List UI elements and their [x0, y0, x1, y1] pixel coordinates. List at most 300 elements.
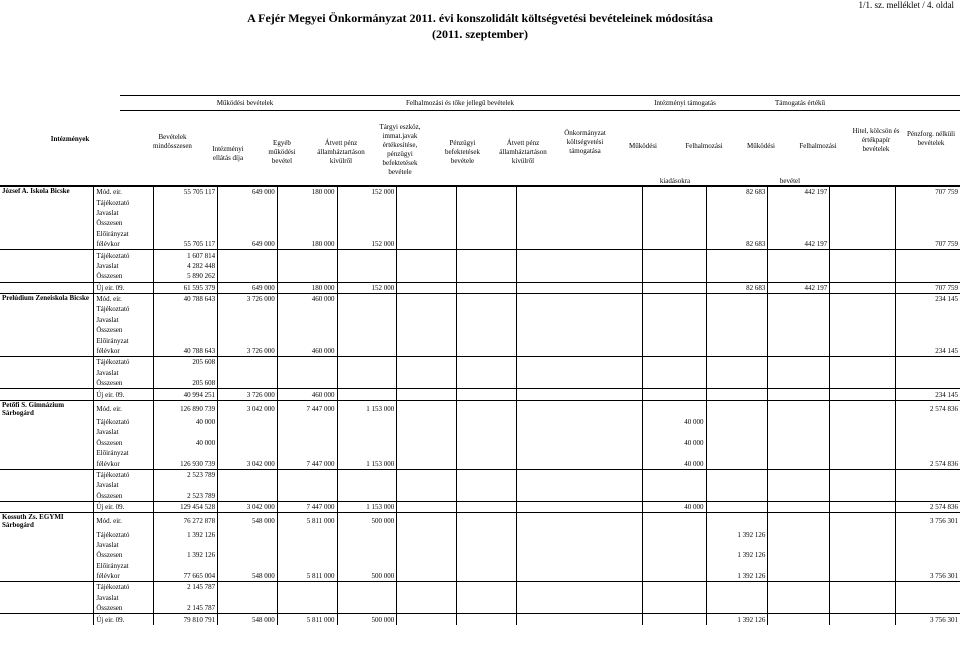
value-cell [830, 540, 896, 550]
value-cell [397, 250, 457, 261]
value-cell: 205 608 [154, 378, 218, 389]
group-mukodesi-bevetelek: Működési bevételek [216, 99, 274, 107]
value-cell: 707 759 [896, 282, 960, 293]
table-row [0, 282, 960, 293]
value-cell [896, 529, 960, 539]
institution-name [0, 561, 94, 571]
table-row [0, 261, 960, 271]
value-cell [642, 480, 706, 490]
value-cell [768, 304, 830, 314]
value-cell [218, 208, 278, 218]
value-cell [516, 480, 642, 490]
value-cell [456, 513, 516, 530]
value-cell [456, 582, 516, 593]
value-cell [768, 261, 830, 271]
value-cell [642, 218, 706, 228]
value-cell [706, 293, 768, 304]
value-cell [706, 304, 768, 314]
value-cell: 1 392 126 [706, 571, 768, 582]
sub-kiadasokra: kiadásokra [659, 177, 691, 185]
row-label: Javaslat [94, 261, 154, 271]
value-cell [706, 261, 768, 271]
value-cell [397, 501, 457, 512]
value-cell [456, 187, 516, 198]
value-cell [456, 197, 516, 207]
value-cell [768, 513, 830, 530]
value-cell [830, 582, 896, 593]
value-cell [830, 197, 896, 207]
value-cell [277, 250, 337, 261]
value-cell: 649 000 [218, 239, 278, 250]
value-cell: 2 574 836 [896, 400, 960, 417]
value-cell [218, 550, 278, 560]
value-cell [337, 438, 397, 448]
value-cell [516, 540, 642, 550]
value-cell [516, 561, 642, 571]
value-cell [706, 593, 768, 603]
row-label: Összesen [94, 378, 154, 389]
value-cell [642, 261, 706, 271]
row-label: Javaslat [94, 480, 154, 490]
value-cell [218, 325, 278, 335]
value-cell [277, 582, 337, 593]
value-cell [642, 293, 706, 304]
row-label: Javaslat [94, 208, 154, 218]
value-cell [337, 197, 397, 207]
value-cell [768, 603, 830, 614]
value-cell [516, 304, 642, 314]
value-cell [830, 378, 896, 389]
table-row [0, 368, 960, 378]
value-cell: 460 000 [277, 389, 337, 400]
value-cell [830, 239, 896, 250]
value-cell [337, 593, 397, 603]
value-cell [830, 427, 896, 437]
value-cell [337, 293, 397, 304]
table-row [0, 218, 960, 228]
value-cell [337, 261, 397, 271]
value-cell [277, 315, 337, 325]
value-cell [154, 325, 218, 335]
value-cell: 77 665 004 [154, 571, 218, 582]
institution-name [0, 427, 94, 437]
value-cell [706, 315, 768, 325]
value-cell [896, 540, 960, 550]
value-cell [830, 261, 896, 271]
value-cell [337, 229, 397, 239]
value-cell [456, 357, 516, 368]
col-hitel: Hitel, kölcsön és értékpapír bevételek [852, 127, 900, 153]
value-cell: 1 153 000 [337, 458, 397, 469]
table-row [0, 513, 960, 530]
value-cell [516, 208, 642, 218]
value-cell [706, 368, 768, 378]
value-cell [706, 540, 768, 550]
value-cell [277, 529, 337, 539]
value-cell [397, 417, 457, 427]
table-row [0, 501, 960, 512]
value-cell [706, 438, 768, 448]
value-cell [642, 550, 706, 560]
value-cell [337, 480, 397, 490]
page-reference: 1/1. sz. melléklet / 4. oldal [858, 0, 954, 10]
row-label: Tájékoztató [94, 197, 154, 207]
value-cell [768, 271, 830, 282]
value-cell [277, 417, 337, 427]
value-cell: 126 930 739 [154, 458, 218, 469]
value-cell: 180 000 [277, 239, 337, 250]
col-mukodesi-kiadas: Működési [629, 142, 657, 150]
value-cell [768, 417, 830, 427]
institution-name [0, 582, 94, 593]
value-cell [397, 346, 457, 357]
value-cell: 2 574 836 [896, 458, 960, 469]
table-row [0, 540, 960, 550]
value-cell [154, 561, 218, 571]
value-cell: 707 759 [896, 187, 960, 198]
value-cell [830, 603, 896, 614]
value-cell: 5 811 000 [277, 614, 337, 625]
value-cell: 442 197 [768, 239, 830, 250]
value-cell [768, 529, 830, 539]
value-cell [706, 271, 768, 282]
value-cell [896, 448, 960, 458]
value-cell [337, 389, 397, 400]
value-cell [277, 480, 337, 490]
value-cell [516, 513, 642, 530]
value-cell [397, 593, 457, 603]
value-cell [277, 378, 337, 389]
row-label: Mód. eir. [94, 400, 154, 417]
value-cell [456, 561, 516, 571]
value-cell: 82 683 [706, 282, 768, 293]
value-cell [397, 357, 457, 368]
value-cell [830, 187, 896, 198]
revenue-table [0, 186, 960, 625]
value-cell: 61 595 379 [154, 282, 218, 293]
table-row [0, 239, 960, 250]
value-cell [456, 529, 516, 539]
value-cell: 3 756 301 [896, 513, 960, 530]
value-cell [337, 315, 397, 325]
table-row [0, 208, 960, 218]
institution-name [0, 603, 94, 614]
institution-name [0, 368, 94, 378]
value-cell [397, 491, 457, 502]
value-cell [516, 593, 642, 603]
value-cell [456, 593, 516, 603]
value-cell [397, 315, 457, 325]
value-cell [337, 271, 397, 282]
institution-name [0, 282, 94, 293]
institution-name [0, 378, 94, 389]
value-cell [516, 271, 642, 282]
value-cell [456, 293, 516, 304]
value-cell [896, 315, 960, 325]
value-cell [768, 389, 830, 400]
value-cell [277, 561, 337, 571]
value-cell [516, 458, 642, 469]
value-cell [456, 469, 516, 480]
value-cell [397, 448, 457, 458]
row-label: Tájékoztató [94, 529, 154, 539]
value-cell: 55 705 117 [154, 187, 218, 198]
value-cell [830, 315, 896, 325]
group-tamogatas-erteku: Támogatás értékű [775, 99, 825, 107]
value-cell [397, 325, 457, 335]
col-onkormanyzat: Önkormányzat költségvetési támogatása [564, 129, 606, 155]
table-row [0, 389, 960, 400]
institution-name: Petőfi S. Gimnázium Sárbogárd [0, 400, 94, 417]
row-label: félévkor [94, 239, 154, 250]
table-row [0, 357, 960, 368]
value-cell [830, 550, 896, 560]
value-cell: 40 000 [154, 438, 218, 448]
value-cell [642, 346, 706, 357]
institution-name [0, 389, 94, 400]
table-row [0, 293, 960, 304]
value-cell [154, 229, 218, 239]
value-cell [397, 427, 457, 437]
value-cell [154, 593, 218, 603]
value-cell [337, 325, 397, 335]
value-cell [830, 417, 896, 427]
value-cell [706, 480, 768, 490]
value-cell [456, 603, 516, 614]
institution-name [0, 335, 94, 345]
value-cell [896, 208, 960, 218]
value-cell: 3 726 000 [218, 293, 278, 304]
value-cell [516, 389, 642, 400]
row-label: Új eir. 09. [94, 282, 154, 293]
value-cell [830, 491, 896, 502]
value-cell [218, 438, 278, 448]
table-row [0, 187, 960, 198]
value-cell [277, 229, 337, 239]
value-cell [154, 197, 218, 207]
value-cell: 234 145 [896, 346, 960, 357]
value-cell: 152 000 [337, 239, 397, 250]
value-cell [397, 293, 457, 304]
col-atvett-1: Átvett pénz államháztartáson kívülről [317, 139, 365, 165]
value-cell [456, 448, 516, 458]
value-cell [397, 529, 457, 539]
value-cell [154, 315, 218, 325]
institution-name [0, 239, 94, 250]
value-cell [830, 293, 896, 304]
value-cell [218, 469, 278, 480]
value-cell [830, 282, 896, 293]
row-label: Összesen [94, 603, 154, 614]
value-cell [277, 271, 337, 282]
value-cell [397, 187, 457, 198]
value-cell [768, 550, 830, 560]
value-cell: 2 523 789 [154, 469, 218, 480]
value-cell [642, 614, 706, 625]
value-cell: 152 000 [337, 282, 397, 293]
value-cell [337, 417, 397, 427]
value-cell [456, 417, 516, 427]
value-cell [337, 250, 397, 261]
institution-name [0, 315, 94, 325]
row-label: Összesen [94, 550, 154, 560]
value-cell [642, 389, 706, 400]
value-cell [516, 501, 642, 512]
value-cell [218, 448, 278, 458]
value-cell: 1 392 126 [706, 614, 768, 625]
value-cell [337, 378, 397, 389]
value-cell [642, 593, 706, 603]
value-cell [768, 197, 830, 207]
value-cell [516, 550, 642, 560]
value-cell: 1 392 126 [154, 529, 218, 539]
value-cell [218, 427, 278, 437]
value-cell: 234 145 [896, 389, 960, 400]
value-cell [768, 250, 830, 261]
value-cell [642, 229, 706, 239]
value-cell [768, 378, 830, 389]
value-cell [896, 271, 960, 282]
value-cell: 76 272 878 [154, 513, 218, 530]
value-cell [706, 491, 768, 502]
table-row [0, 325, 960, 335]
value-cell [397, 282, 457, 293]
value-cell [456, 346, 516, 357]
value-cell [154, 427, 218, 437]
value-cell: 3 756 301 [896, 571, 960, 582]
value-cell [642, 239, 706, 250]
value-cell [642, 250, 706, 261]
value-cell [456, 458, 516, 469]
value-cell [706, 335, 768, 345]
value-cell [516, 293, 642, 304]
institution-name [0, 571, 94, 582]
institution-name [0, 197, 94, 207]
value-cell: 40 994 251 [154, 389, 218, 400]
value-cell [768, 561, 830, 571]
table-row [0, 448, 960, 458]
value-cell [642, 304, 706, 314]
value-cell [154, 304, 218, 314]
value-cell: 5 890 262 [154, 271, 218, 282]
value-cell [830, 571, 896, 582]
table-header [0, 95, 960, 186]
institution-name [0, 529, 94, 539]
value-cell: 180 000 [277, 282, 337, 293]
institution-name [0, 346, 94, 357]
value-cell [277, 438, 337, 448]
value-cell [896, 218, 960, 228]
value-cell [397, 550, 457, 560]
value-cell [397, 261, 457, 271]
value-cell [642, 325, 706, 335]
value-cell [706, 325, 768, 335]
value-cell [768, 218, 830, 228]
col-felhalm-kiadas: Felhalmozási [685, 142, 723, 150]
value-cell [642, 357, 706, 368]
value-cell: 40 000 [642, 458, 706, 469]
table-row [0, 469, 960, 480]
value-cell [768, 469, 830, 480]
value-cell [642, 400, 706, 417]
value-cell [154, 208, 218, 218]
institution-name [0, 250, 94, 261]
value-cell [154, 368, 218, 378]
value-cell [896, 491, 960, 502]
value-cell [516, 614, 642, 625]
value-cell [706, 357, 768, 368]
value-cell [516, 229, 642, 239]
value-cell [706, 427, 768, 437]
value-cell [397, 335, 457, 345]
table-row [0, 304, 960, 314]
table-row [0, 315, 960, 325]
institution-name: József A. Iskola Bicske [0, 187, 94, 198]
institution-name [0, 550, 94, 560]
value-cell [768, 438, 830, 448]
value-cell [516, 335, 642, 345]
value-cell [397, 218, 457, 228]
value-cell [397, 480, 457, 490]
value-cell [768, 427, 830, 437]
value-cell [337, 357, 397, 368]
value-cell [896, 480, 960, 490]
value-cell [768, 491, 830, 502]
sub-bevetel: bevétel [779, 177, 801, 185]
value-cell [642, 335, 706, 345]
value-cell: 40 000 [154, 417, 218, 427]
value-cell [768, 593, 830, 603]
value-cell [642, 427, 706, 437]
table-row [0, 250, 960, 261]
value-cell [337, 368, 397, 378]
value-cell [337, 491, 397, 502]
value-cell [768, 614, 830, 625]
table-row [0, 614, 960, 625]
value-cell [337, 582, 397, 593]
value-cell: 7 447 000 [277, 458, 337, 469]
value-cell: 460 000 [277, 293, 337, 304]
row-label: Tájékoztató [94, 582, 154, 593]
value-cell [706, 582, 768, 593]
institution-name [0, 261, 94, 271]
value-cell [397, 614, 457, 625]
col-felhalm-bevetel: Felhalmozási [799, 142, 837, 150]
value-cell: 126 890 739 [154, 400, 218, 417]
value-cell [830, 593, 896, 603]
table-row [0, 438, 960, 448]
value-cell [456, 614, 516, 625]
value-cell [706, 346, 768, 357]
row-label: félévkor [94, 346, 154, 357]
institution-name [0, 469, 94, 480]
value-cell [277, 469, 337, 480]
value-cell [896, 261, 960, 271]
value-cell [456, 250, 516, 261]
row-label: Összesen [94, 438, 154, 448]
value-cell [456, 540, 516, 550]
value-cell: 2 145 787 [154, 582, 218, 593]
row-label: félévkor [94, 458, 154, 469]
value-cell [830, 368, 896, 378]
value-cell: 442 197 [768, 187, 830, 198]
value-cell [337, 218, 397, 228]
value-cell [706, 208, 768, 218]
table-row [0, 229, 960, 239]
value-cell [830, 448, 896, 458]
value-cell [516, 218, 642, 228]
institution-name: Kossuth Zs. EGYMI Sárbogárd [0, 513, 94, 530]
